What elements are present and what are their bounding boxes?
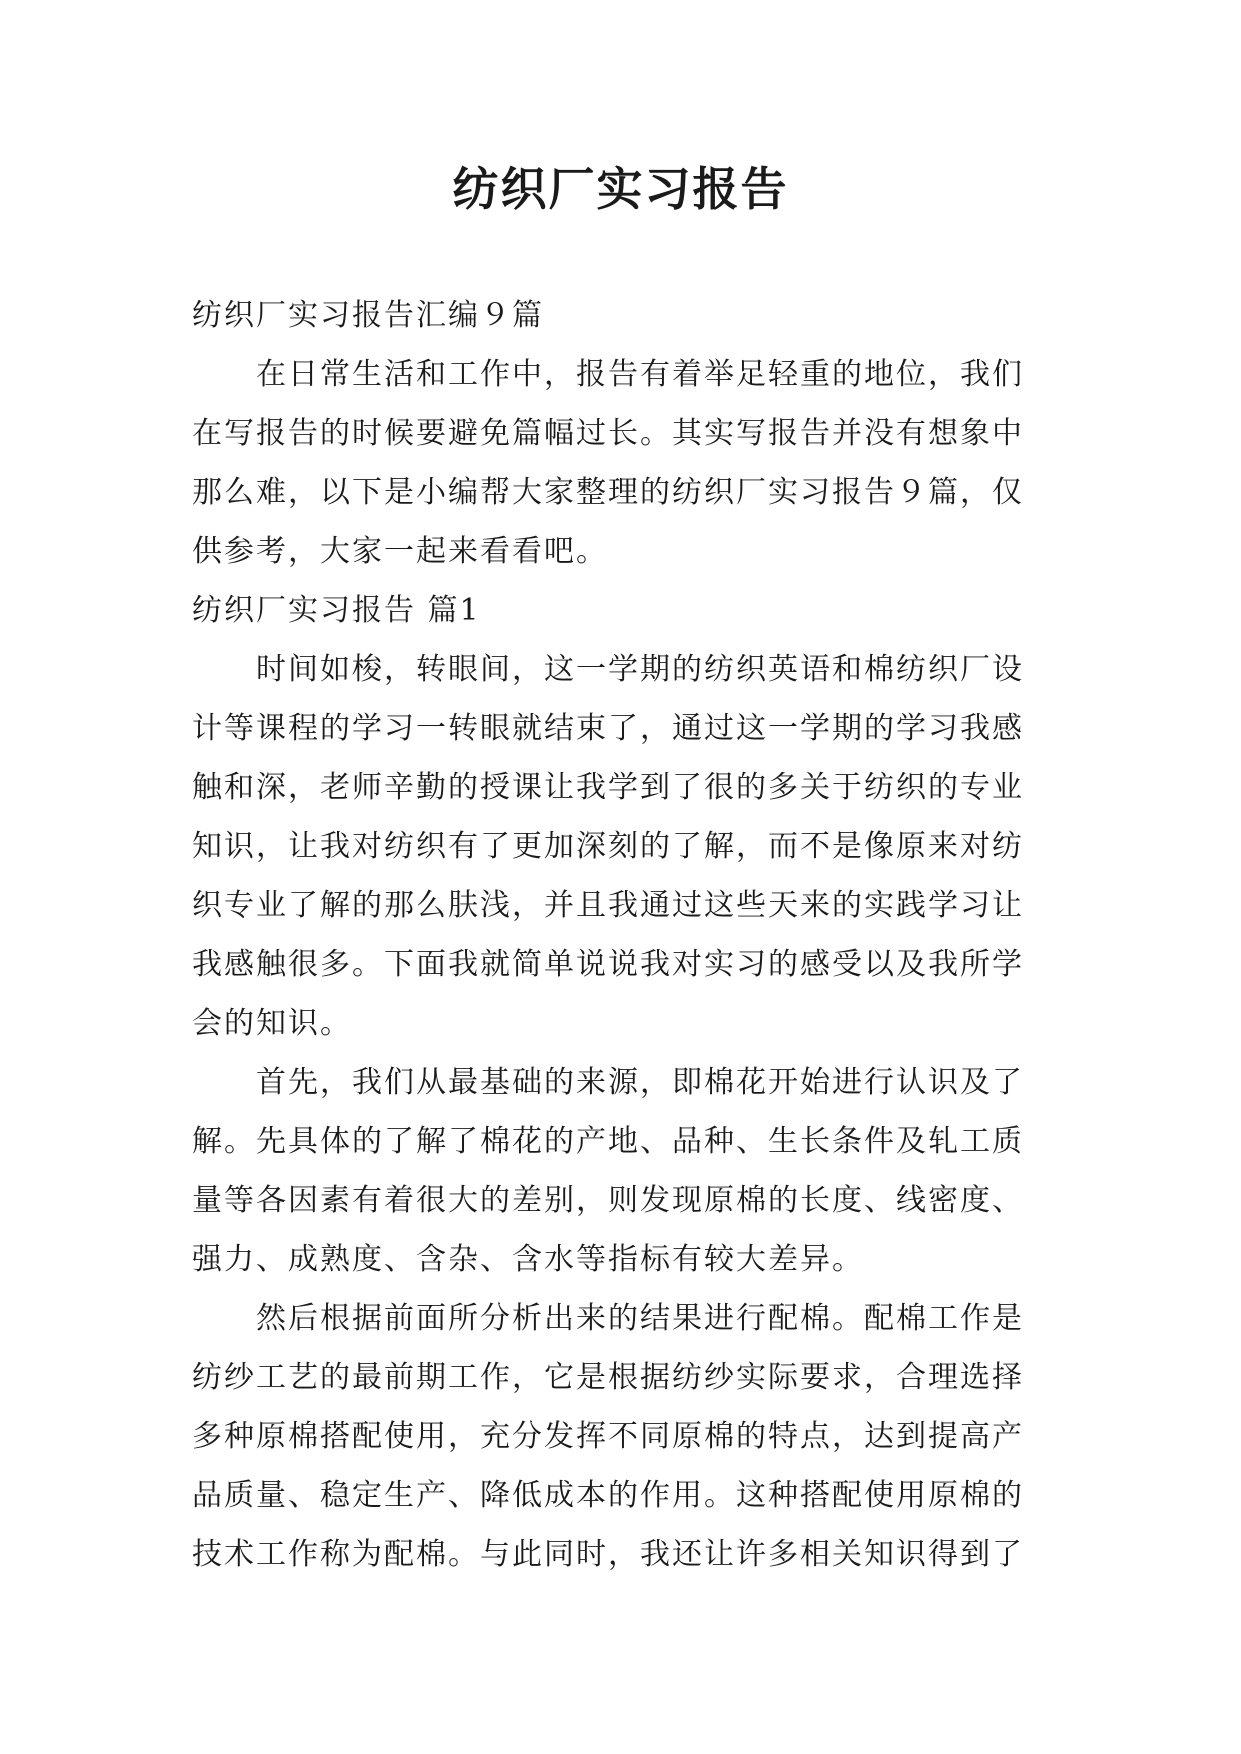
section-heading: 纺织厂实习报告 篇1 — [192, 593, 481, 628]
body-paragraph: 首先，我们从最基础的来源，即棉花开始进行认识及了解。先具体的了解了棉花的产地、品种、生长条件及轧工质量等各因素有着很大的差别，则发现原棉的长度、线密度、强力、成熟度、含杂、含水等指标有较大差异。 — [192, 1065, 1024, 1277]
body-paragraph: 时间如梭，转眼间，这一学期的纺织英语和棉纺织厂设计等课程的学习一转眼就结束了，通过这一学期的学习我感触和深，老师辛勤的授课让我学到了很的多关于纺织的专业知识，让我对纺织有了更加深刻的了解，而不是像原来对纺织专业了解的那么肤浅，并且我通过这些天来的实践学习让我感触很多。下面我就简单说说我对实习的感受以及我所学会的知识。 — [192, 652, 1024, 1041]
document-body — [192, 286, 1052, 1584]
body-paragraph: 在日常生活和工作中，报告有着举足轻重的地位，我们在写报告的时候要避免篇幅过长。其实写报告并没有想象中那么难，以下是小编帮大家整理的纺织厂实习报告９篇，仅供参考，大家一起来看看吧。 — [192, 357, 1024, 569]
body-paragraph: 然后根据前面所分析出来的结果进行配棉。配棉工作是纺纱工艺的最前期工作，它是根据纺纱实际要求，合理选择多种原棉搭配使用，充分发挥不同原棉的特点，达到提高产品质量、稳定生产、降低成本的作用。这种搭配使用原棉的技术工作称为配棉。与此同时，我还让许多相关知识得到了 — [192, 1301, 1024, 1572]
section-heading: 纺织厂实习报告汇编９篇 — [192, 298, 544, 333]
document-title: 纺织厂实习报告 — [452, 162, 789, 216]
